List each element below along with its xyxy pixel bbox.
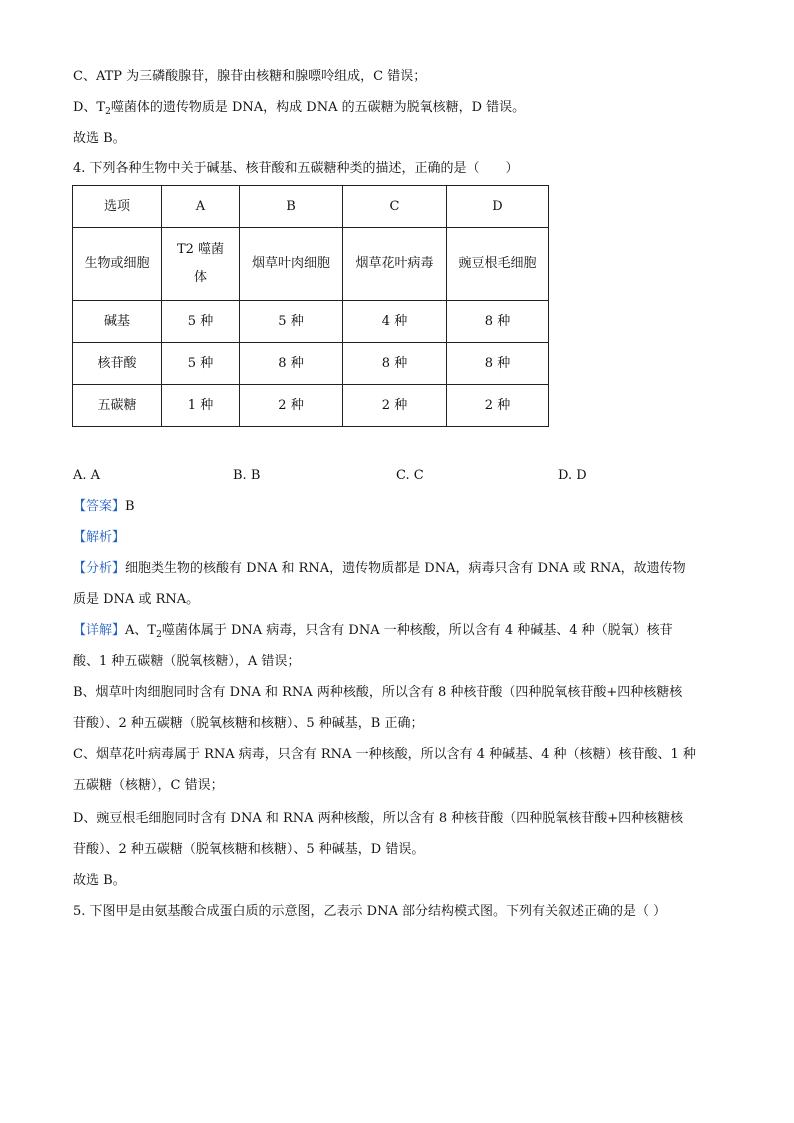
table-cell: 烟草花叶病毒 [343,228,447,301]
choice-c: C. C [396,468,424,483]
analysis-detail-a: 【详解】A、$T_2$噬菌体属于 DNA 病毒，只含有 DNA 一种核酸，所以含有 4 种碱基、4 种（脱氧）核苷 [73,623,673,640]
table-cell: 豌豆根毛细胞 [447,228,549,301]
prev-explanation-c: C、ATP 为三磷酸腺苷，腺苷由核糖和腺嘌呤组成，C 错误； [73,69,427,84]
table-header-cell: 选项 [73,186,162,228]
table-row [73,301,549,343]
analysis-detail-d-cont: 苷酸）、2 种五碳糖（脱氧核糖和核糖）、5 种碱基，D 错误。 [73,842,425,857]
table-cell: 五碳糖 [73,385,162,427]
table-cell [162,228,240,301]
table-row [73,228,549,301]
question-4-stem: 4. 下列各种生物中关于碱基、核苷酸和五碳糖种类的描述，正确的是（ ） [73,161,519,176]
analysis-header: 【解析】 [73,530,126,545]
choice-a: A. A [73,468,101,483]
table-header-cell: D [447,186,549,228]
xiangjie-tag: 【详解】 [73,623,126,638]
analysis-detail-b-cont: 苷酸）、2 种五碳糖（脱氧核糖和核糖）、5 种碱基，B 正确； [73,716,424,731]
table-header-row [73,186,549,228]
table-cell: 2 种 [343,385,447,427]
table-cell: 5 种 [162,301,240,343]
prev-explanation-d: D、$T_2$噬菌体的遗传物质是 DNA，构成 DNA 的五碳糖为脱氧核糖，D 错误。 [73,100,526,117]
cell-line: 体 [193,270,207,285]
table-header-cell: C [343,186,447,228]
prev-conclusion: 故选 B。 [73,131,126,146]
analysis-fenxi: 【分析】细胞类生物的核酸有 DNA 和 RNA，遗传物质都是 DNA，病毒只含有 DNA 或 RNA，故遗传物 [73,561,686,576]
analysis-detail-b: B、烟草叶肉细胞同时含有 DNA 和 RNA 两种核酸，所以含有 8 种核苷酸（四种脱氧核苷酸+四种核糖核 [73,685,683,700]
answer-line [73,497,135,517]
table-cell: 5 种 [240,301,343,343]
table-cell: 生物或细胞 [73,228,162,301]
table-row [73,385,549,427]
choice-d: D. D [558,468,587,483]
answer-choices [0,466,794,486]
table-header-cell: A [162,186,240,228]
table-cell: 1 种 [162,385,240,427]
table-cell: 碱基 [73,301,162,343]
analysis-detail-d: D、豌豆根毛细胞同时含有 DNA 和 RNA 两种核酸，所以含有 8 种核苷酸（四种脱氧核苷酸+四种核糖核 [73,811,684,826]
analysis-detail-c-cont: 五碳糖（核糖），C 错误； [73,778,224,793]
table-row [73,343,549,385]
table-cell: 2 种 [240,385,343,427]
table-cell: 8 种 [343,343,447,385]
table-header-cell: B [240,186,343,228]
table-cell: 2 种 [447,385,549,427]
table-cell: 5 种 [162,343,240,385]
analysis-conclusion: 故选 B。 [73,873,126,888]
table-cell: 核苷酸 [73,343,162,385]
table-cell: 4 种 [343,301,447,343]
table-cell: 烟草叶肉细胞 [240,228,343,301]
analysis-detail-c: C、烟草花叶病毒属于 RNA 病毒，只含有 RNA 一种核酸，所以含有 4 种碱基、4 种（核糖）核苷酸、1 种 [73,747,696,762]
options-table [72,185,549,427]
fenxi-tag: 【分析】 [73,561,126,576]
table-cell: 8 种 [447,343,549,385]
table-cell: 8 种 [447,301,549,343]
choice-b: B. B [233,468,261,483]
cell-line: T2 噬菌 [176,242,225,257]
analysis-fenxi-cont: 质是 DNA 或 RNA。 [73,592,200,607]
analysis-detail-a-cont: 酸、1 种五碳糖（脱氧核糖），A 错误； [73,654,301,669]
answer-value: B [125,499,135,514]
answer-tag: 【答案】 [73,499,126,514]
question-5-stem: 5. 下图甲是由氨基酸合成蛋白质的示意图，乙表示 DNA 部分结构模式图。下列有关叙述正确的是（ ） [73,904,667,919]
table-cell: 8 种 [240,343,343,385]
